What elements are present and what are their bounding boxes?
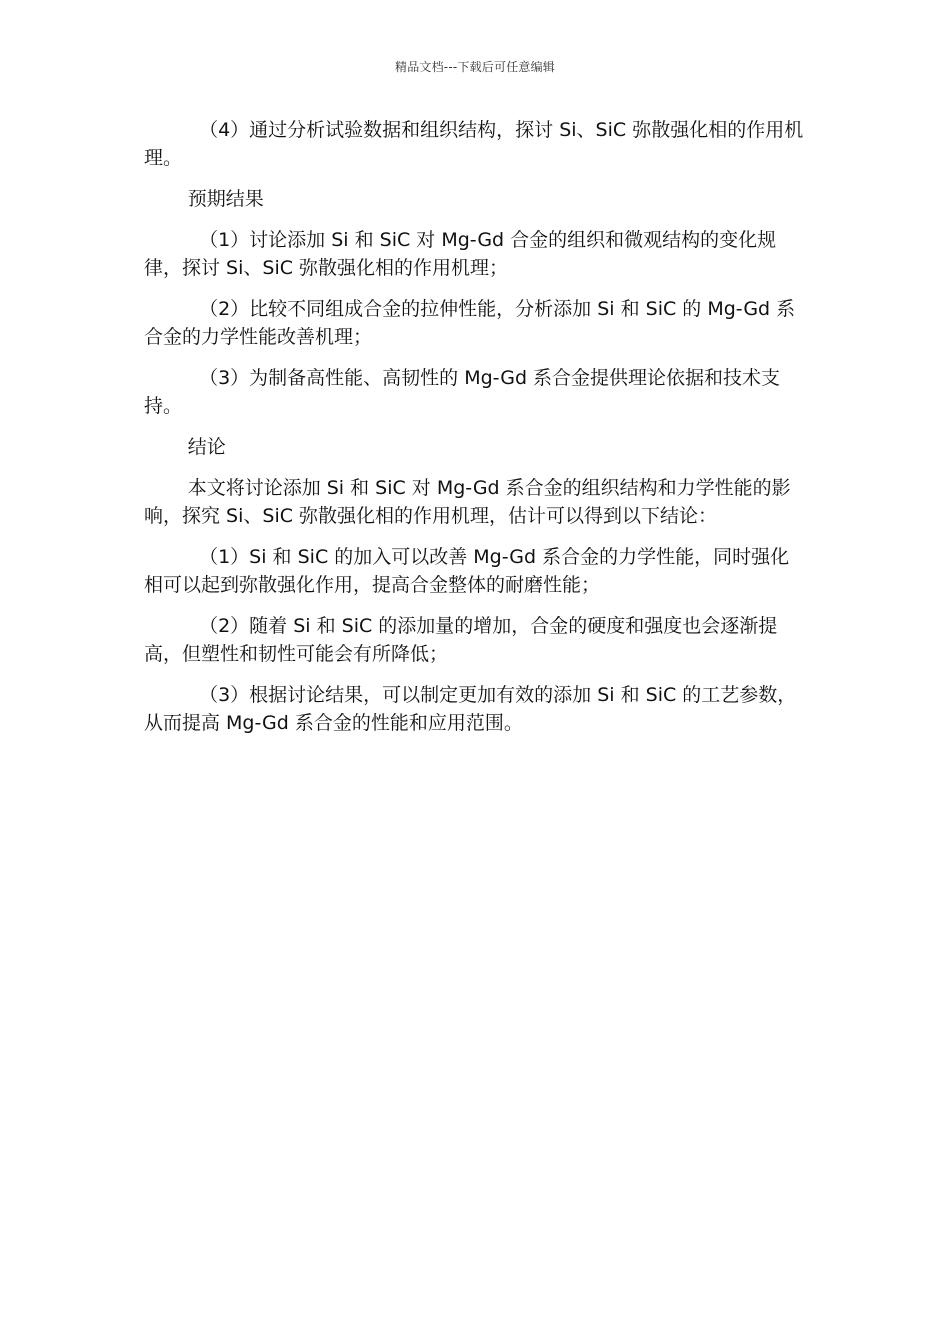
expected-results-heading: 预期结果 xyxy=(187,188,264,210)
expected-result-item-1: （1）讨论添加 Si 和 SiC 对 Mg-Gd 合金的组织和微观结构的变化规律，探讨 Si、SiC 弥散强化相的作用机理； xyxy=(144,229,777,279)
conclusion-item-3: （3）根据讨论结果，可以制定更加有效的添加 Si 和 SiC 的工艺参数，从而提高 Mg-Gd 系合金的性能和应用范围。 xyxy=(144,684,797,734)
objective-item-4: （4）通过分析试验数据和组织结构，探讨 Si、SiC 弥散强化相的作用机理。 xyxy=(144,119,804,169)
conclusion-item-1: （1）Si 和 SiC 的加入可以改善 Mg-Gd 系合金的力学性能，同时强化相可以起到弥散强化作用，提高合金整体的耐磨性能； xyxy=(144,546,790,596)
expected-result-item-2: （2）比较不同组成合金的拉伸性能，分析添加 Si 和 SiC 的 Mg-Gd 系合金的力学性能改善机理； xyxy=(144,298,796,348)
conclusion-item-2: （2）随着 Si 和 SiC 的添加量的增加，合金的硬度和强度也会逐渐提高，但塑性和韧性可能会有所降低； xyxy=(144,615,778,665)
document-body xyxy=(144,116,806,750)
expected-result-item-3: （3）为制备高性能、高韧性的 Mg-Gd 系合金提供理论依据和技术支持。 xyxy=(144,367,781,417)
page-header: 精品文档---下载后可任意编辑 xyxy=(395,60,555,74)
conclusion-paragraph: 本文将讨论添加 Si 和 SiC 对 Mg-Gd 系合金的组织结构和力学性能的影响，探究 Si、SiC 弥散强化相的作用机理，估计可以得到以下结论： xyxy=(144,477,791,527)
conclusion-heading: 结论 xyxy=(187,436,226,458)
